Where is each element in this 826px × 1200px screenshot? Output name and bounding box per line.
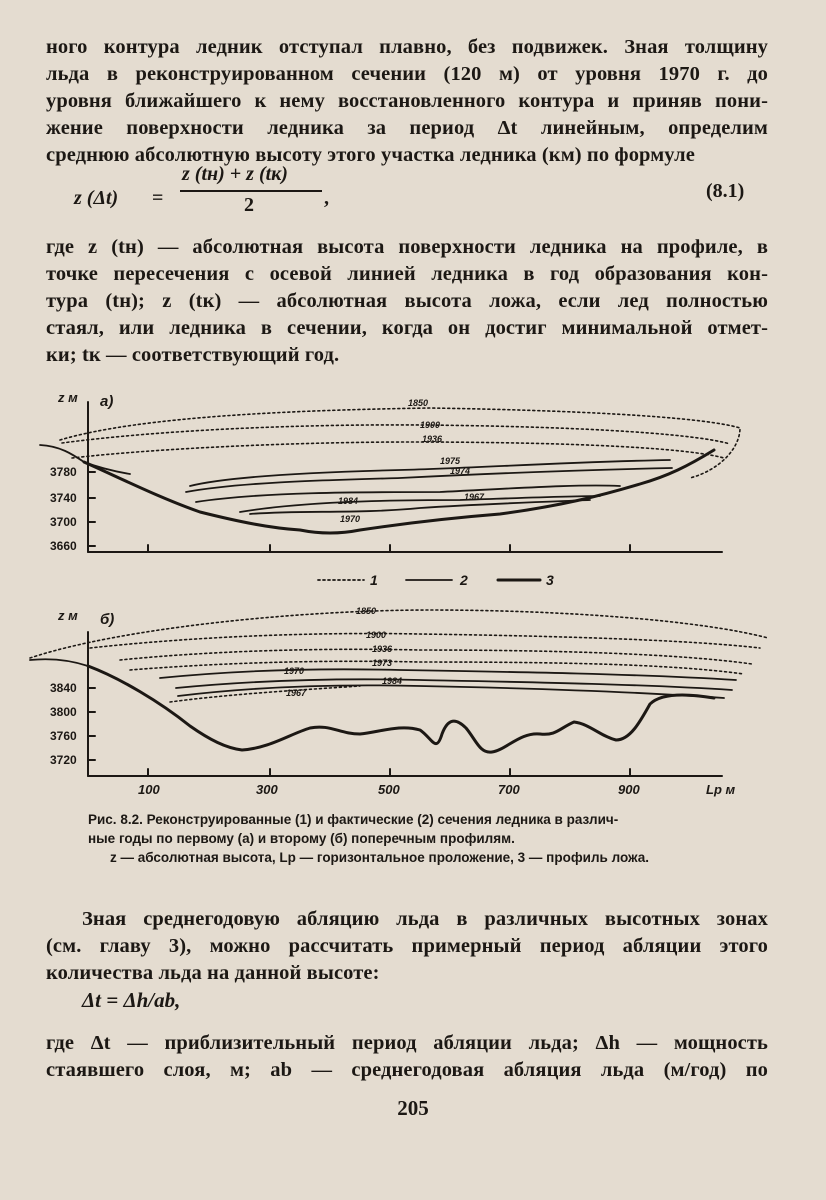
paragraph-intro [46,34,768,169]
text-line: Зная среднегодовую абляцию льда в различных высотных зонах [82,908,768,930]
panel-b-xtick-900: 900 [618,782,640,797]
panel-b-axis-label: z м [58,608,78,623]
figure-8-2 [0,388,826,808]
caption-line: Рис. 8.2. Реконструированные (1) и фактические (2) сечения ледника в различ- [88,812,619,827]
panel-b-xtick-700: 700 [498,782,520,797]
panel-b-label-1967: 1967 [286,688,307,698]
formula-denominator: 2 [244,194,254,216]
text-line: точке пересечения с осевой линией ледника в год образования кон- [46,263,768,285]
panel-b-contour-mid [178,685,724,698]
equation-number: (8.1) [706,180,745,202]
text-line: ки; tк — соответствующий год. [46,344,340,366]
panel-b-axis-x-label: Lр м [706,782,736,797]
formula-comma: , [324,187,329,209]
text-line: стаявшего слоя, м; ab — среднегодовая абляция льда (м/год) по [46,1059,768,1081]
panel-a-axis-label: z м [58,390,78,405]
panel-b-contour-1970 [160,669,736,680]
panel-b-xtick-300: 300 [256,782,278,797]
panel-b-ytick-3720: 3720 [50,753,77,767]
panel-a-label-1936: 1936 [422,434,443,444]
panel-b-label-1900: 1900 [366,630,387,640]
text-line: среднюю абсолютную высоту этого участка ледника (км) по формуле [46,144,695,166]
panel-a-contour-1850 [60,408,740,478]
panel-a-label-1850: 1850 [408,398,429,408]
panel-a-ytick-3740: 3740 [50,491,77,505]
panel-b-label-1850: 1850 [356,606,377,616]
panel-a-label-1967: 1967 [464,492,485,502]
text-line: стаял, или ледника в сечении, когда он достиг минимальной отмет- [46,317,768,339]
text-line: жение поверхности ледника за период Δt линейным, определим [46,117,768,139]
caption-line: z — абсолютная высота, Lр — горизонтальное проложение, 3 — профиль ложа. [110,850,650,865]
panel-b-contour-1900 [90,634,760,648]
panel-b-surface [30,659,88,666]
panel-b-xtick-500: 500 [378,782,400,797]
text-line: ного контура ледник отступал плавно, без подвижек. Зная толщину [46,36,768,58]
panel-a-ytick-3700: 3700 [50,515,77,529]
caption-line: ные годы по первому (а) и второму (б) поперечным профилям. [88,831,515,846]
panel-b-label-1936: 1936 [372,644,393,654]
text-line: количества льда на данной высоте: [46,962,380,984]
panel-b-ytick-3800: 3800 [50,705,77,719]
text-line: тура (tн); z (tк) — абсолютная высота ложа, если лед полностью [46,290,768,312]
panel-a-label-1975: 1975 [440,456,461,466]
formula-equals: = [152,187,164,209]
legend-label-2: 2 [460,572,468,588]
panel-a-label-1970: 1970 [340,514,361,524]
panel-b-label-1984: 1984 [382,676,403,686]
formula-lhs: z (Δt) [74,187,119,209]
text-line: (см. главу 3), можно рассчитать примерный период абляции этого [46,935,768,957]
formula-numerator: z (tн) + z (tк) [182,163,288,185]
panel-a-label-1974: 1974 [450,466,471,476]
panel-a-label: а) [100,393,114,410]
text-line: где z (tн) — абсолютная высота поверхности ледника на профиле, в [46,236,768,258]
legend-label-3: 3 [546,572,554,588]
paragraph-ablation [46,906,768,987]
formula-ablation-period: Δt = Δh/ab, [82,988,181,1012]
text-line: уровня ближайшего к нему восстановленного контура и приняв пони- [46,90,768,112]
figure-caption [88,810,764,867]
panel-a-contour-1975 [190,460,670,486]
panel-a-label-1984: 1984 [338,496,359,506]
panel-b-xtick-100: 100 [138,782,160,797]
panel-b-ticks [88,688,630,776]
fraction-bar [180,190,322,192]
panel-b-label: б) [100,611,115,628]
panel-a-contour-1900 [62,425,730,444]
paragraph-where [46,1030,768,1084]
panel-a-contour-1984 [240,496,600,512]
page-number: 205 [397,1096,429,1120]
panel-b-ytick-3760: 3760 [50,729,77,743]
panel-a-ytick-3780: 3780 [50,465,77,479]
text-line: где Δt — приблизительный период абляции льда; Δh — мощность [46,1032,768,1054]
text-line: льда в реконструированном сечении (120 м) от уровня 1970 г. до [46,63,768,85]
paragraph-definitions [46,234,768,369]
panel-a-contour-1974 [186,468,672,492]
panel-a-contour-1936 [72,442,724,458]
panel-b-label-1973: 1973 [372,658,393,668]
panel-b-label-1970: 1970 [284,666,305,676]
legend-label-1: 1 [370,572,378,588]
panel-b-ytick-3840: 3840 [50,681,77,695]
panel-a-label-1900: 1900 [420,420,441,430]
panel-a-ytick-3660: 3660 [50,539,77,553]
